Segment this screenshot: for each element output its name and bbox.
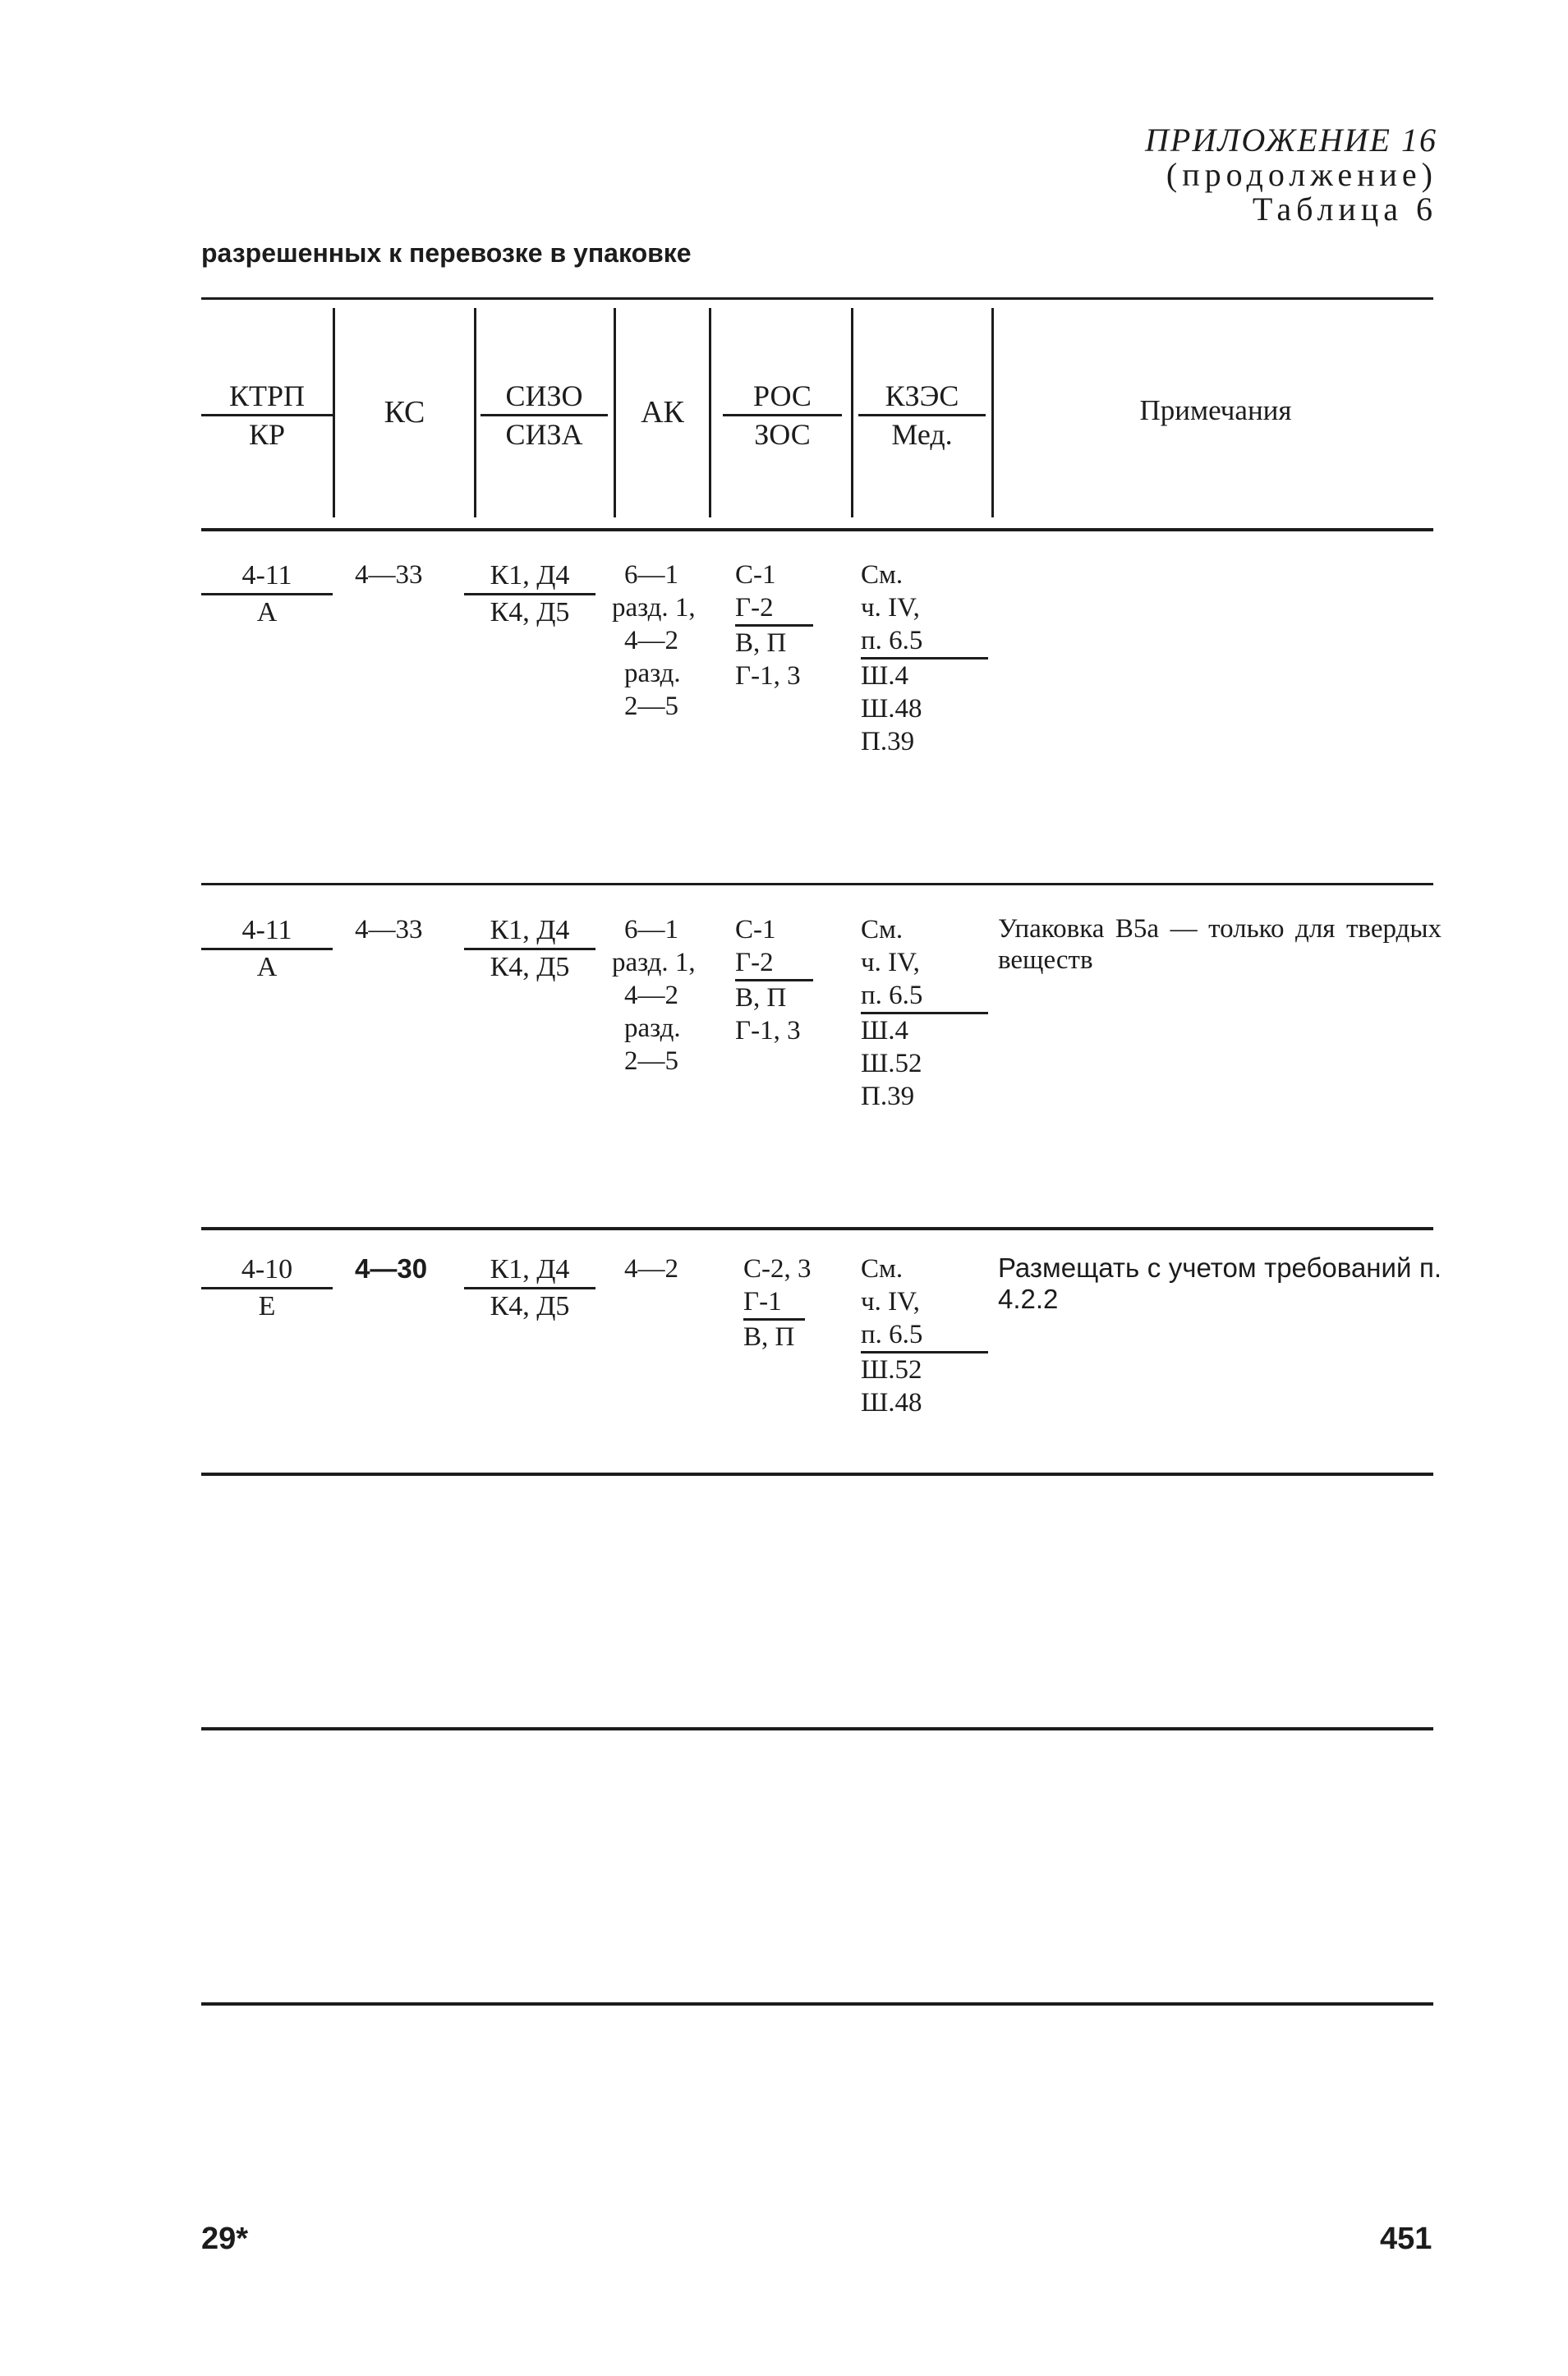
col-header-sizo: СИЗО xyxy=(481,378,608,416)
cell-note: Размещать с учетом требований п. 4.2.2 xyxy=(998,1252,1442,1314)
col-header-ks: КС xyxy=(384,395,425,430)
col-header-med: Мед. xyxy=(891,418,953,451)
row-separator xyxy=(201,1473,1433,1476)
appendix-header xyxy=(1068,123,1437,227)
col-divider-4 xyxy=(709,308,711,517)
cell-ktrp: 4-11 xyxy=(201,558,333,595)
cell-kzes: См. ч. IV, п. 6.5 Ш.4 Ш.52 П.39 xyxy=(861,913,988,1113)
col-header-ktrp-kr xyxy=(201,378,333,453)
col-divider-5 xyxy=(851,308,853,517)
col-header-ak: АК xyxy=(641,395,684,430)
row-separator xyxy=(201,1227,1433,1230)
appendix-title: ПРИЛОЖЕНИЕ 16 xyxy=(1145,122,1437,159)
cell-kzes: См. ч. IV, п. 6.5 Ш.4 Ш.48 П.39 xyxy=(861,558,988,758)
cell-siza: К4, Д5 xyxy=(490,1291,570,1321)
cell-ktrp: 4-11 xyxy=(201,913,333,950)
cell-ks: 4—30 xyxy=(355,1253,428,1284)
col-header-kr: КР xyxy=(248,418,286,451)
header-rule-top xyxy=(201,297,1433,300)
cell-kr: А xyxy=(256,952,278,982)
col-header-siza: СИЗА xyxy=(505,418,583,451)
cell-siza: К4, Д5 xyxy=(490,952,570,982)
cell-sizo: К1, Д4 xyxy=(464,913,595,950)
cell-ros: С-2, 3 Г-1 В, П xyxy=(743,1254,812,1352)
cell-sizo: К1, Д4 xyxy=(464,1252,595,1289)
table-subtitle: разрешенных к перевозке в упаковке xyxy=(201,238,692,268)
col-header-kzes: КЗЭС xyxy=(858,378,986,416)
col-header-ktrp: КТРП xyxy=(201,378,333,416)
col-header-zos: ЗОС xyxy=(754,418,811,451)
table-row xyxy=(0,1252,1568,1417)
page-number: 451 xyxy=(1380,2222,1432,2256)
col-header-notes: Примечания xyxy=(1139,394,1292,426)
cell-ros: С-1 Г-2 В, П Г-1, 3 xyxy=(735,913,813,1047)
cell-kr: Е xyxy=(258,1291,276,1321)
cell-ak: 4—2 xyxy=(624,1254,678,1284)
signature-mark: 29* xyxy=(201,2222,249,2256)
col-header-sizo-siza xyxy=(481,378,608,453)
header-rule-bottom xyxy=(201,528,1433,531)
row-separator xyxy=(201,2002,1433,2006)
cell-ktrp: 4-10 xyxy=(201,1252,333,1289)
cell-siza: К4, Д5 xyxy=(490,597,570,627)
col-header-ros: РОС xyxy=(723,378,842,416)
row-separator xyxy=(201,1727,1433,1730)
col-divider-2 xyxy=(474,308,476,517)
row-separator xyxy=(201,883,1433,885)
cell-note: Упаковка В5а — только для твердых веществ xyxy=(998,914,1442,975)
cell-kr: А xyxy=(256,597,278,627)
continuation-label: (продолжение) xyxy=(1166,156,1437,193)
cell-sizo: К1, Д4 xyxy=(464,558,595,595)
cell-ak: 6—1 разд. 1, 4—2 разд. 2—5 xyxy=(612,915,696,1076)
cell-ros: С-1 Г-2 В, П Г-1, 3 xyxy=(735,558,813,692)
table-number: Таблица 6 xyxy=(1252,191,1437,227)
cell-ks: 4—33 xyxy=(355,915,423,944)
table-row xyxy=(0,558,1568,780)
col-header-ros-zos xyxy=(723,378,842,453)
cell-ak: 6—1 разд. 1, 4—2 разд. 2—5 xyxy=(612,560,696,721)
table-row xyxy=(0,913,1568,1143)
col-header-kzes-med xyxy=(858,378,986,453)
cell-ks: 4—33 xyxy=(355,560,423,590)
cell-kzes: См. ч. IV, п. 6.5 Ш.52 Ш.48 xyxy=(861,1252,988,1419)
